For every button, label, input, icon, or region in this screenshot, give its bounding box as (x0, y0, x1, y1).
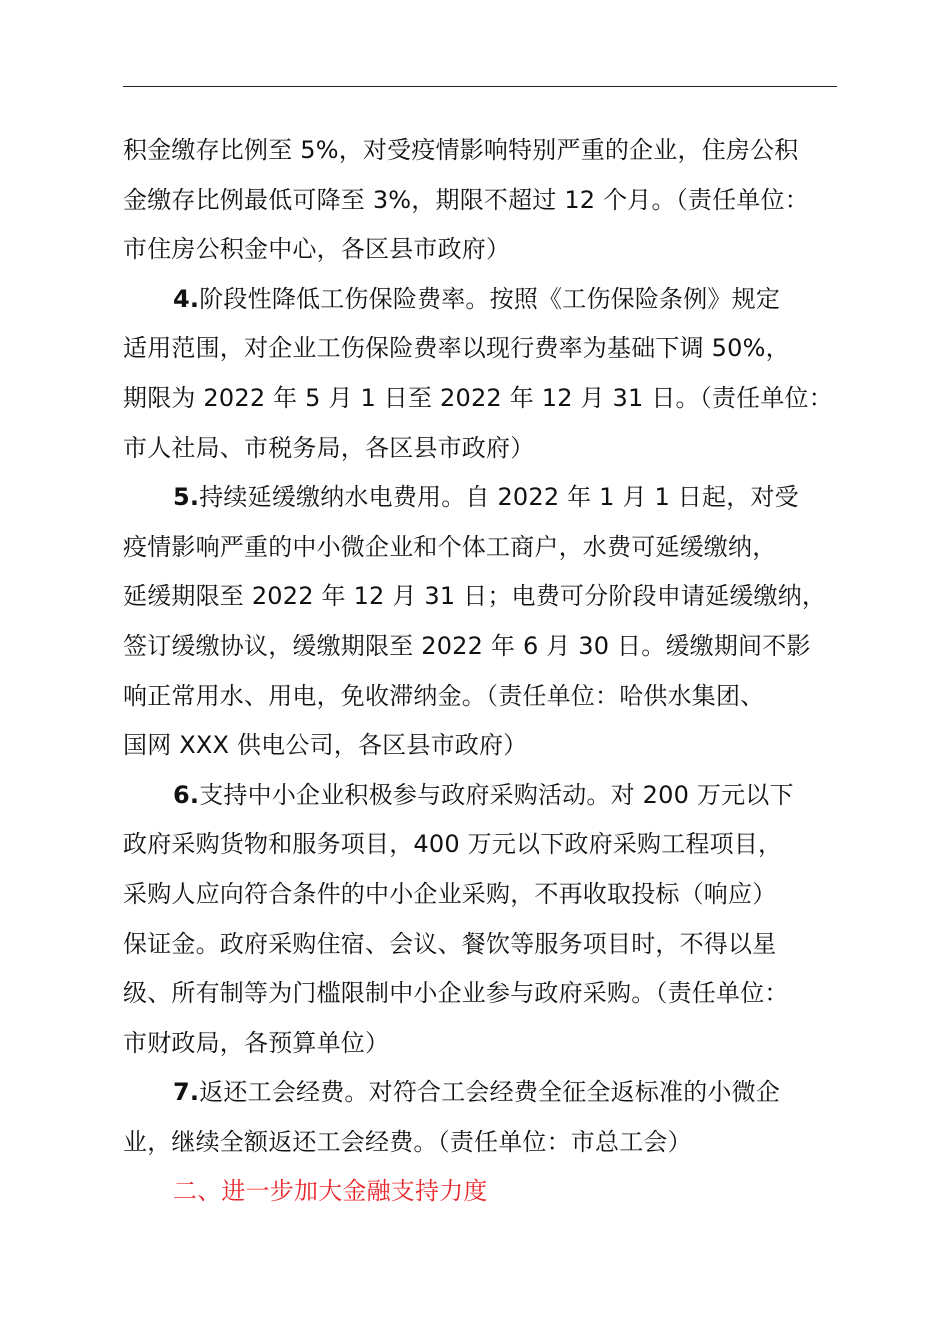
item5-line-3: 延缓期限至 2022 年 12 月 31 日；电费可分阶段申请延缓缴纳， (123, 582, 827, 611)
item6-first-text: 支持中小企业积极参与政府采购活动。对 200 万元以下 (199, 780, 794, 809)
item5-first-text: 持续延缓缴纳水电费用。自 2022 年 1 月 1 日起，对受 (199, 483, 799, 512)
item7-first-text: 返还工会经费。对符合工会经费全征全返标准的小微企 (199, 1078, 781, 1107)
item6-line-2: 政府采购货物和服务项目，400 万元以下政府采购工程项目， (123, 830, 783, 859)
item7-first-line (123, 1068, 863, 1118)
item7-number: 7. (173, 1078, 200, 1107)
item3-line-2: 金缴存比例最低可降至 3%，期限不超过 12 个月。（责任单位： (123, 185, 809, 214)
item4-first-line (123, 275, 863, 325)
item6-line-3: 采购人应向符合条件的中小企业采购，不再收取投标（响应） (123, 879, 777, 908)
item7-line-2: 业，继续全额返还工会经费。（责任单位：市总工会） (123, 1127, 692, 1156)
header-rule (123, 86, 837, 87)
item5-first-line (123, 473, 863, 523)
item4-number: 4. (173, 284, 200, 313)
document-body (123, 126, 863, 1217)
item3-line-3: 市住房公积金中心，各区县市政府） (123, 235, 511, 264)
item5-number: 5. (173, 483, 200, 512)
item5-line-4: 签订缓缴协议，缓缴期限至 2022 年 6 月 30 日。缓缴期间不影 (123, 631, 811, 660)
item5-line-6: 国网 XXX 供电公司，各区县市政府） (123, 731, 528, 760)
item4-line-4: 市人社局、市税务局，各区县市政府） (123, 433, 535, 462)
item5-line-2: 疫情影响严重的中小微企业和个体工商户，水费可延缓缴纳， (123, 532, 777, 561)
item5-line-5: 响正常用水、用电，免收滞纳金。（责任单位：哈供水集团、 (123, 681, 765, 710)
item4-first-text: 阶段性降低工伤保险费率。按照《工伤保险条例》规定 (199, 284, 781, 313)
item6-number: 6. (173, 780, 200, 809)
item6-line-5: 级、所有制等为门槛限制中小企业参与政府采购。（责任单位： (123, 979, 789, 1008)
item4-line-3: 期限为 2022 年 5 月 1 日至 2022 年 12 月 31 日。（责任单位： (123, 383, 833, 412)
item6-first-line (123, 771, 863, 821)
section-heading: 二、进一步加大金融支持力度 (173, 1177, 488, 1206)
item4-line-2: 适用范围，对企业工伤保险费率以现行费率为基础下调 50%， (123, 334, 790, 363)
item3-line-1: 积金缴存比例至 5%，对受疫情影响特别严重的企业，住房公积 (123, 136, 799, 164)
item6-line-6: 市财政局，各预算单位） (123, 1028, 390, 1057)
item6-line-4: 保证金。政府采购住宿、会议、餐饮等服务项目时，不得以星 (123, 929, 777, 958)
